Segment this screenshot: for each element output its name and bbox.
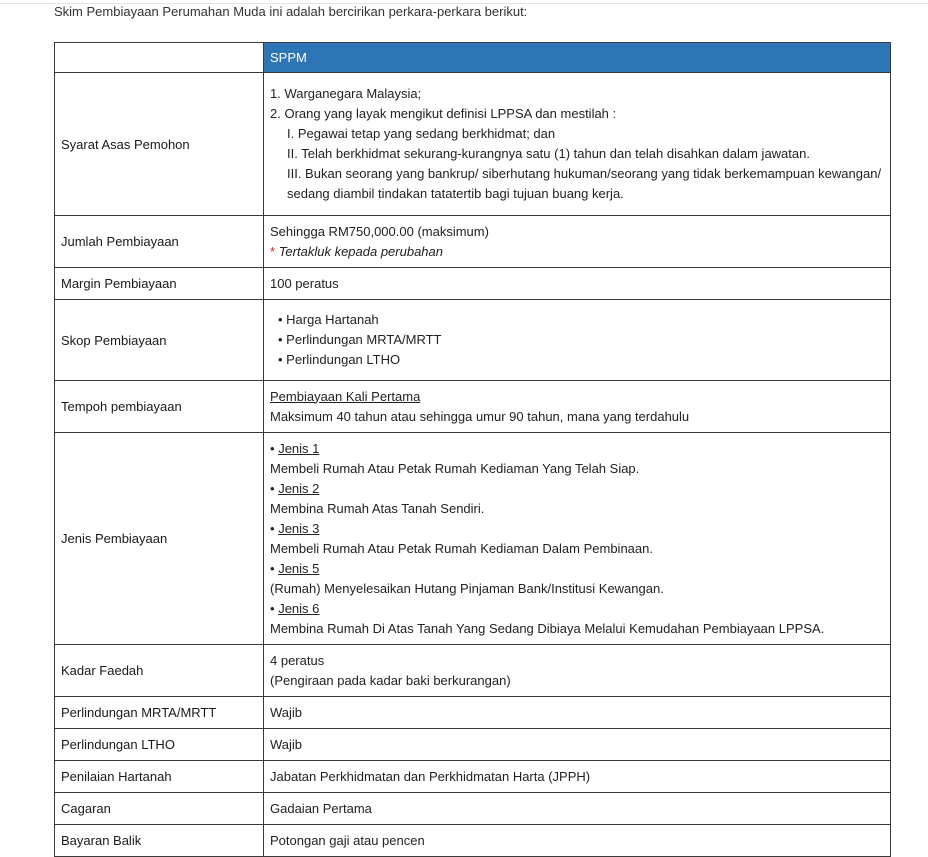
row-value: Potongan gaji atau pencen xyxy=(264,825,891,857)
jenis-desc: Membeli Rumah Atau Petak Rumah Kediaman Yang Telah Siap. xyxy=(270,460,640,476)
skop-item: • Perlindungan MRTA/MRTT xyxy=(278,332,442,347)
bullet: • xyxy=(270,480,275,496)
jumlah-note-text: Tertakluk kepada perubahan xyxy=(278,243,443,259)
header-blank-cell xyxy=(55,43,264,73)
row-perlindungan-ltho xyxy=(55,729,891,761)
row-label: Jenis Pembiayaan xyxy=(55,433,264,645)
table-header-row xyxy=(55,43,891,73)
jenis-desc: (Rumah) Menyelesaikan Hutang Pinjaman Bank/Institusi Kewangan. xyxy=(270,580,664,596)
row-value: Jabatan Perkhidmatan dan Perkhidmatan Harta (JPPH) xyxy=(264,761,891,793)
tempoh-heading: Pembiayaan Kali Pertama xyxy=(270,388,421,404)
syarat-line-1: 1. Warganegara Malaysia; xyxy=(270,86,422,101)
sppm-info-table xyxy=(54,42,891,857)
jenis-title-line xyxy=(270,519,884,539)
row-bayaran-balik xyxy=(55,825,891,857)
jenis-title: Jenis 6 xyxy=(278,600,320,616)
skop-item: • Perlindungan LTHO xyxy=(278,352,401,367)
skop-item: • Harga Hartanah xyxy=(278,312,379,327)
intro-text: Skim Pembiayaan Perumahan Muda ini adalah bercirikan perkara-perkara berikut: xyxy=(54,4,528,19)
row-label: Cagaran xyxy=(55,793,264,825)
row-label: Perlindungan MRTA/MRTT xyxy=(55,697,264,729)
jenis-title: Jenis 2 xyxy=(278,480,320,496)
jenis-title: Jenis 5 xyxy=(278,560,320,576)
header-sppm: SPPM xyxy=(264,43,891,73)
row-penilaian-hartanah xyxy=(55,761,891,793)
row-value xyxy=(264,73,891,216)
jenis-desc: Membeli Rumah Atau Petak Rumah Kediaman Dalam Pembinaan. xyxy=(270,540,653,556)
row-syarat-asas-pemohon xyxy=(55,73,891,216)
jenis-desc: Membina Rumah Di Atas Tanah Yang Sedang Dibiaya Melalui Kemudahan Pembiayaan LPPSA. xyxy=(270,620,825,636)
jenis-title: Jenis 1 xyxy=(278,440,320,456)
row-label: Kadar Faedah xyxy=(55,645,264,697)
row-kadar-faedah xyxy=(55,645,891,697)
bullet: • xyxy=(270,600,275,616)
bullet: • xyxy=(270,560,275,576)
row-cagaran xyxy=(55,793,891,825)
row-label: Bayaran Balik xyxy=(55,825,264,857)
jenis-title-line xyxy=(270,559,884,579)
row-skop-pembiayaan xyxy=(55,300,891,381)
row-jumlah-pembiayaan xyxy=(55,216,891,268)
jenis-title-line xyxy=(270,599,884,619)
syarat-line-5: III. Bukan seorang yang bankrup/ siberhutang hukuman/seorang yang tidak berkemampuan kewangan/ sedang diambil tindakan tatatertib bagi tujuan buang kerja. xyxy=(287,166,882,201)
jumlah-amount: Sehingga RM750,000.00 (maksimum) xyxy=(270,223,489,239)
row-value xyxy=(264,433,891,645)
row-value xyxy=(264,381,891,433)
row-value xyxy=(264,645,891,697)
row-perlindungan-mrta-mrtt xyxy=(55,697,891,729)
row-label: Perlindungan LTHO xyxy=(55,729,264,761)
bullet: • xyxy=(270,440,275,456)
row-value: 100 peratus xyxy=(264,268,891,300)
syarat-line-2: 2. Orang yang layak mengikut definisi LPPSA dan mestilah : xyxy=(270,106,617,121)
row-label: Penilaian Hartanah xyxy=(55,761,264,793)
row-label: Skop Pembiayaan xyxy=(55,300,264,381)
bullet: • xyxy=(270,520,275,536)
row-value: Wajib xyxy=(264,697,891,729)
row-value: Wajib xyxy=(264,729,891,761)
row-tempoh-pembiayaan xyxy=(55,381,891,433)
row-value xyxy=(264,300,891,381)
note-asterisk: * xyxy=(270,243,276,259)
syarat-line-4: II. Telah berkhidmat sekurang-kurangnya satu (1) tahun dan telah disahkan dalam jawatan. xyxy=(287,146,810,161)
jenis-title: Jenis 3 xyxy=(278,520,320,536)
jumlah-note xyxy=(270,242,884,262)
syarat-line-3: I. Pegawai tetap yang sedang berkhidmat; dan xyxy=(287,126,556,141)
row-label: Tempoh pembiayaan xyxy=(55,381,264,433)
row-margin-pembiayaan xyxy=(55,268,891,300)
row-jenis-pembiayaan xyxy=(55,433,891,645)
jenis-title-line xyxy=(270,479,884,499)
row-label: Jumlah Pembiayaan xyxy=(55,216,264,268)
row-value xyxy=(264,216,891,268)
tempoh-text: Maksimum 40 tahun atau sehingga umur 90 tahun, mana yang terdahulu xyxy=(270,408,690,424)
row-label: Syarat Asas Pemohon xyxy=(55,73,264,216)
row-label: Margin Pembiayaan xyxy=(55,268,264,300)
kadar-value: 4 peratus xyxy=(270,652,325,668)
jenis-desc: Membina Rumah Atas Tanah Sendiri. xyxy=(270,500,485,516)
jenis-title-line xyxy=(270,439,884,459)
row-value: Gadaian Pertama xyxy=(264,793,891,825)
kadar-note: (Pengiraan pada kadar baki berkurangan) xyxy=(270,672,511,688)
